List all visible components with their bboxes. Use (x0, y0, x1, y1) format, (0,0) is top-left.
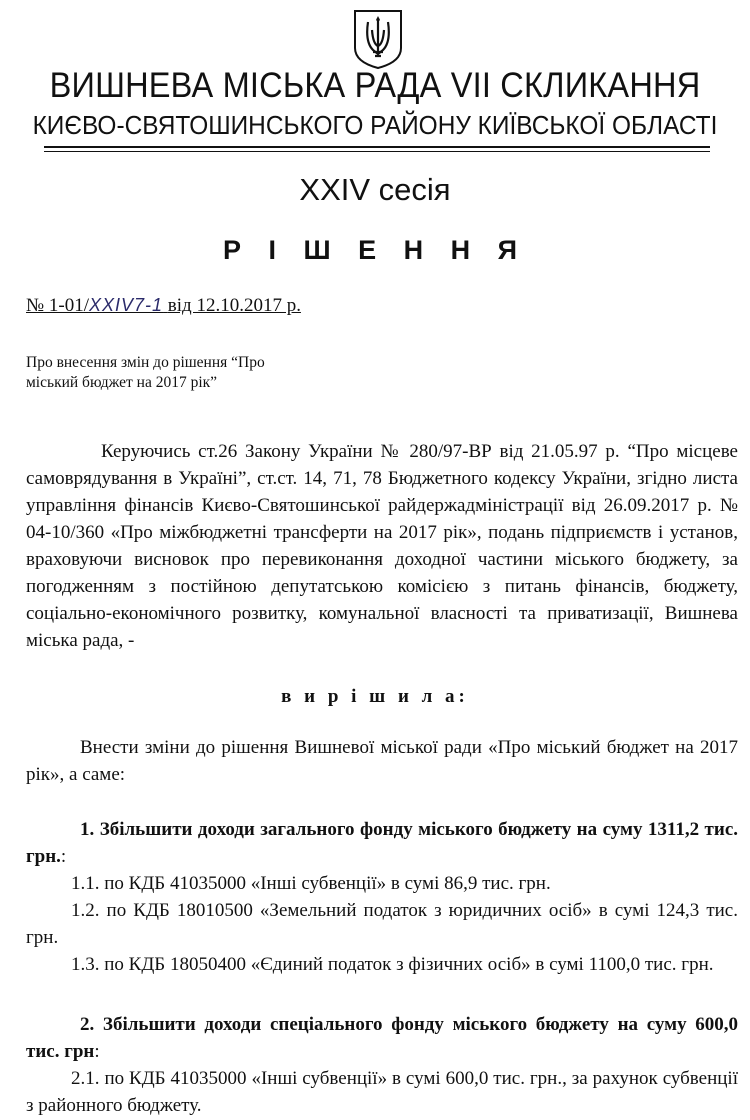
resolved-heading: в и р і ш и л а: (281, 686, 469, 707)
list-item: 1.3. по КДБ 18050400 «Єдиний податок з фізичних осіб» в сумі 1100,0 тис. грн. (71, 954, 714, 975)
section-1 (26, 816, 738, 978)
subject-line: Про внесення змін до рішення “Про (26, 354, 265, 371)
section-heading: 2. Збільшити доходи спеціального фонду міського бюджету на суму 600,0 тис. грн: (26, 1014, 738, 1062)
handwritten-number: XXIV7-1 (88, 295, 164, 315)
council-name: ВИШНЕВА МІСЬКА РАДА VII СКЛИКАННЯ (49, 66, 701, 105)
trident-emblem-icon (351, 8, 405, 70)
list-item: 1.2. по КДБ 18010500 «Земельний податок з юридичних осіб» в сумі 124,3 тис. грн. (26, 900, 738, 948)
number-prefix: № 1-01/ (26, 295, 89, 316)
section-2 (26, 1011, 738, 1119)
intro-paragraph: Внести зміни до рішення Вишневої міської ради «Про міський бюджет на 2017 рік», а саме: (26, 737, 738, 785)
header-divider (44, 146, 710, 148)
council-region: КИЄВО-СВЯТОШИНСЬКОГО РАЙОНУ КИЇВСЬКОЇ ОБЛАСТІ (32, 110, 718, 140)
session-title: XXIV сесія (299, 172, 451, 207)
subject-line: міський бюджет на 2017 рік” (26, 374, 218, 391)
list-item: 1.1. по КДБ 41035000 «Інші субвенції» в сумі 86,9 тис. грн. (71, 873, 551, 894)
list-item: 2.1. по КДБ 41035000 «Інші субвенції» в сумі 600,0 тис. грн., за рахунок субвенції з районного бюджету. (26, 1068, 738, 1116)
section-heading: 1. Збільшити доходи загального фонду міського бюджету на суму 1311,2 тис. грн.: (26, 819, 738, 867)
decision-date: від 12.10.2017 р. (167, 295, 301, 316)
decision-number (26, 295, 301, 317)
document-type: Р І Ш Е Н Н Я (222, 235, 528, 265)
preamble-paragraph: Керуючись ст.26 Закону України № 280/97-ВР від 21.05.97 р. “Про місцеве самоврядування в Україні”, ст.ст. 14, 71, 78 Бюджетного кодексу України, згідно листа управління фінансів Києво-Святошинської райдержадміністрації від 26.09.2017 р. № 04-10/360 «Про міжбюджетні трансферти на 2017 рік», подань підприємств і установ, враховуючи висновок про перевиконання доходної частини міського бюджету, за погодженням з постійною депутатською комісією з питань фінансів, бюджету, соціально-економічного розвитку, комунальної власності та приватизації, Вишнева міська рада, - (26, 441, 738, 651)
decision-subject (26, 353, 346, 393)
header-divider-thin (44, 151, 710, 152)
